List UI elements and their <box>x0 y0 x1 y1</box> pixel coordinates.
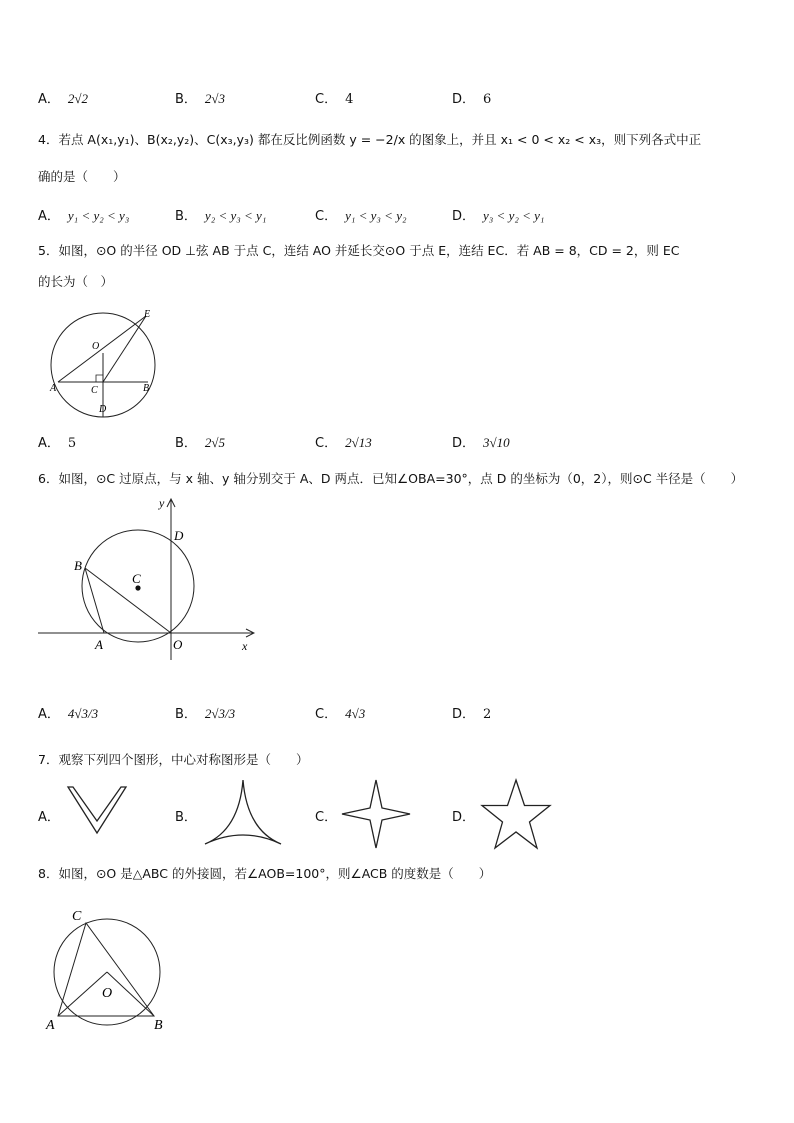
q4-option-c: C． y₁ < y₃ < y₂ <box>315 208 407 224</box>
curved-triangle-icon <box>203 778 283 848</box>
q5-line-ae <box>58 316 146 382</box>
five-point-star-icon <box>480 778 552 850</box>
q6-label-y: y <box>159 496 165 510</box>
q8-radius-ob <box>107 972 154 1016</box>
q5-stem-cont: 的长为（ ） <box>38 274 114 289</box>
q7-option-d-key: D． <box>452 810 476 825</box>
q5-option-d: D． 3√10 <box>452 435 510 451</box>
four-point-star-icon <box>340 778 412 850</box>
q6-option-b: B． 2√3/3 <box>175 706 236 722</box>
q8-figure <box>42 905 177 1035</box>
q7-option-a-key: A． <box>38 810 60 825</box>
q7-option-b-key: B． <box>175 810 197 825</box>
q5-label-o: O <box>92 341 100 352</box>
q3-option-c: C． 4 <box>315 92 354 107</box>
q6-label-d: D <box>174 528 184 543</box>
q5-line-ec <box>103 316 146 382</box>
q8-label-a: A <box>46 1018 55 1033</box>
q6-label-c: C <box>132 571 141 586</box>
q6-option-c: C． 4√3 <box>315 706 366 722</box>
q6-option-a: A． 4√3/3 <box>38 706 99 722</box>
q5-label-e: E <box>144 309 151 320</box>
q5-option-b: B． 2√5 <box>175 435 226 451</box>
q8-label-c: C <box>72 909 82 924</box>
q6-option-d: D． 2 <box>452 707 492 722</box>
chevron-v-icon <box>66 785 128 850</box>
q6-label-o: O <box>173 637 183 652</box>
q3-option-d: D． 6 <box>452 92 492 107</box>
q6-line-bo <box>85 568 171 633</box>
q3-option-b: B． 2√3 <box>175 91 226 107</box>
q6-figure <box>38 495 263 660</box>
q7-stem: 7．观察下列四个图形，中心对称图形是（ ） <box>38 752 309 767</box>
q5-stem: 5．如图，⊙O 的半径 OD ⊥弦 AB 于点 C，连结 AO 并延长交⊙O 于点 E，连结 EC．若 AB = 8，CD = 2，则 EC <box>38 243 680 258</box>
q4-option-b: B． y₂ < y₃ < y₁ <box>175 208 267 224</box>
q6-label-x: x <box>242 639 248 653</box>
q6-label-a: A <box>95 637 103 652</box>
q5-option-c: C． 2√13 <box>315 435 372 451</box>
q6-stem: 6．如图，⊙C 过原点，与 x 轴、y 轴分别交于 A、D 两点．已知∠OBA=30°，点 D 的坐标为（0，2），则⊙C 半径是（ ） <box>38 471 744 486</box>
q5-label-d: D <box>99 404 107 415</box>
q6-line-ba <box>85 568 104 633</box>
q4-option-a: A． y₁ < y₂ < y₃ <box>38 208 130 224</box>
q8-label-o: O <box>102 986 113 1001</box>
q4-option-d: D． y₃ < y₂ < y₁ <box>452 208 545 224</box>
q7-option-c-key: C． <box>315 810 338 825</box>
q5-right-angle-mark <box>96 375 103 382</box>
q8-radius-oa <box>58 972 107 1016</box>
q8-label-b: B <box>154 1018 163 1033</box>
q3-option-a: A． 2√2 <box>38 91 89 107</box>
q5-figure <box>38 305 168 415</box>
q4-stem: 4．若点 A(x₁,y₁)、B(x₂,y₂)、C(x₃,y₃) 都在反比例函数 y = −2/x 的图象上，并且 x₁ < 0 < x₂ < x₃，则下列各式中正 <box>38 132 702 147</box>
q6-label-b: B <box>74 558 82 573</box>
q4-stem-cont: 确的是（ ） <box>38 169 126 184</box>
q5-label-c: C <box>91 385 98 396</box>
q8-stem: 8．如图，⊙O 是△ABC 的外接圆，若∠AOB=100°，则∠ACB 的度数是（ ） <box>38 866 492 881</box>
q5-label-a: A <box>50 383 57 394</box>
q5-label-b: B <box>143 383 150 394</box>
q5-option-a: A． 5 <box>38 436 77 451</box>
q6-center-dot <box>135 585 140 590</box>
